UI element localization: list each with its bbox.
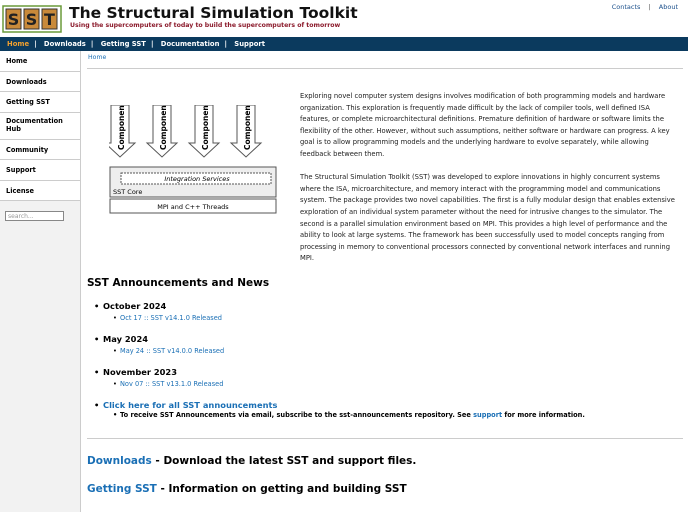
sidebar-item-license[interactable]: License — [0, 181, 80, 202]
nav-getting-sst[interactable]: Getting SST — [100, 40, 146, 48]
subscribe-text: To receive SST Announcements via email, subscribe to the sst-announcements repository. See — [120, 411, 474, 419]
about-link[interactable]: About — [658, 3, 678, 11]
search-input[interactable]: search... — [5, 211, 64, 221]
announcement-link[interactable]: • Oct 17 :: SST v14.1.0 Released — [94, 314, 585, 322]
announcement-group — [94, 301, 585, 334]
getting-sst-section — [87, 483, 407, 495]
announcements-heading: SST Announcements and News — [87, 277, 270, 289]
support-link[interactable]: support — [473, 411, 503, 419]
announcement-link[interactable]: • May 24 :: SST v14.0.0 Released — [94, 347, 585, 355]
nav-home[interactable]: Home — [7, 40, 30, 48]
component-label: Component — [201, 105, 210, 150]
svg-text:S: S — [25, 10, 38, 29]
getting-sst-link[interactable]: Getting SST — [87, 483, 157, 495]
component-label: Component — [243, 105, 252, 150]
top-links: Contacts | About — [611, 3, 678, 11]
sidebar-item-community[interactable]: Community — [0, 140, 80, 161]
announcements-list — [94, 301, 585, 419]
subscribe-note — [94, 411, 585, 419]
sidebar-item-home[interactable]: Home — [0, 51, 80, 72]
site-header — [0, 0, 688, 37]
breadcrumb-home[interactable]: Home — [88, 54, 107, 61]
all-announcements-link[interactable]: • Click here for all SST announcements — [94, 400, 585, 410]
downloads-link[interactable]: Downloads — [87, 455, 152, 467]
sidebar-item-getting-sst[interactable]: Getting SST — [0, 92, 80, 113]
main-nav: Home | Downloads | Getting SST | Documentation | Support — [0, 37, 688, 51]
site-tagline: Using the supercomputers of today to build the supercomputers of tomorrow — [70, 22, 341, 29]
component-label: Component — [117, 105, 126, 150]
divider — [87, 438, 683, 439]
subscribe-text-end: for more information. — [502, 411, 585, 419]
contacts-link[interactable]: Contacts — [611, 3, 641, 11]
downloads-section — [87, 455, 416, 467]
intro-paragraph: The Structural Simulation Toolkit (SST) was developed to explore innovations in highly concurrent systems where the ISA, microarchitecture, and memory interact with the programming model and communications system. The package provides two novel capabilities. The first is a fully modular design that enables extensive exploration of an individual system parameter without the need for intrusive changes to the simulator. The second is a parallel simulation environment based on MPI. This provides a high level of performance and the ability to look at large systems. The framework has been successfully used to model concepts ranging from processing in memory to conventional processors connected by conventional network interfaces and running MPI. — [300, 173, 675, 263]
announcement-group — [94, 334, 585, 367]
getting-sst-description: - Information on getting and building SST — [156, 483, 407, 495]
nav-support[interactable]: Support — [234, 40, 266, 48]
integration-services-label: Integration Services — [164, 175, 230, 183]
announcement-month: • May 2024 — [94, 334, 585, 344]
announcement-month: • November 2023 — [94, 367, 585, 377]
divider — [87, 68, 683, 69]
sst-core-label: SST Core — [113, 188, 143, 196]
sst-architecture-diagram — [109, 105, 293, 217]
svg-text:S: S — [7, 10, 20, 29]
intro-paragraph: Exploring novel computer system designs involves modification of both programming models and hardware organization. This exploration is frequently made difficult by the lack of compiler tools, well defined ISA features, or complete microarchitectural definitions. Premature definition of hardware or software limits the flexibility of the other. However, without such assumptions, neither software or hardware can progress. A key goal is to allow programming models and the underlying hardware to evolve separately, while allowing feedback between them. — [300, 92, 670, 158]
downloads-description: - Download the latest SST and support files. — [151, 455, 417, 467]
sidebar-item-documentation-hub[interactable]: Documentation Hub — [0, 113, 80, 140]
sst-logo[interactable] — [2, 4, 62, 34]
nav-documentation[interactable]: Documentation — [160, 40, 220, 48]
nav-downloads[interactable]: Downloads — [43, 40, 86, 48]
svg-text:T: T — [44, 10, 55, 29]
mpi-label: MPI and C++ Threads — [157, 203, 229, 211]
sidebar-item-downloads[interactable]: Downloads — [0, 72, 80, 93]
sidebar — [0, 51, 81, 512]
component-label: Component — [159, 105, 168, 150]
sidebar-item-support[interactable]: Support — [0, 160, 80, 181]
announcement-month: • October 2024 — [94, 301, 585, 311]
intro-text — [300, 91, 680, 277]
site-title: The Structural Simulation Toolkit — [69, 4, 358, 22]
announcement-group — [94, 367, 585, 400]
announcement-link[interactable]: • Nov 07 :: SST v13.1.0 Released — [94, 380, 585, 388]
